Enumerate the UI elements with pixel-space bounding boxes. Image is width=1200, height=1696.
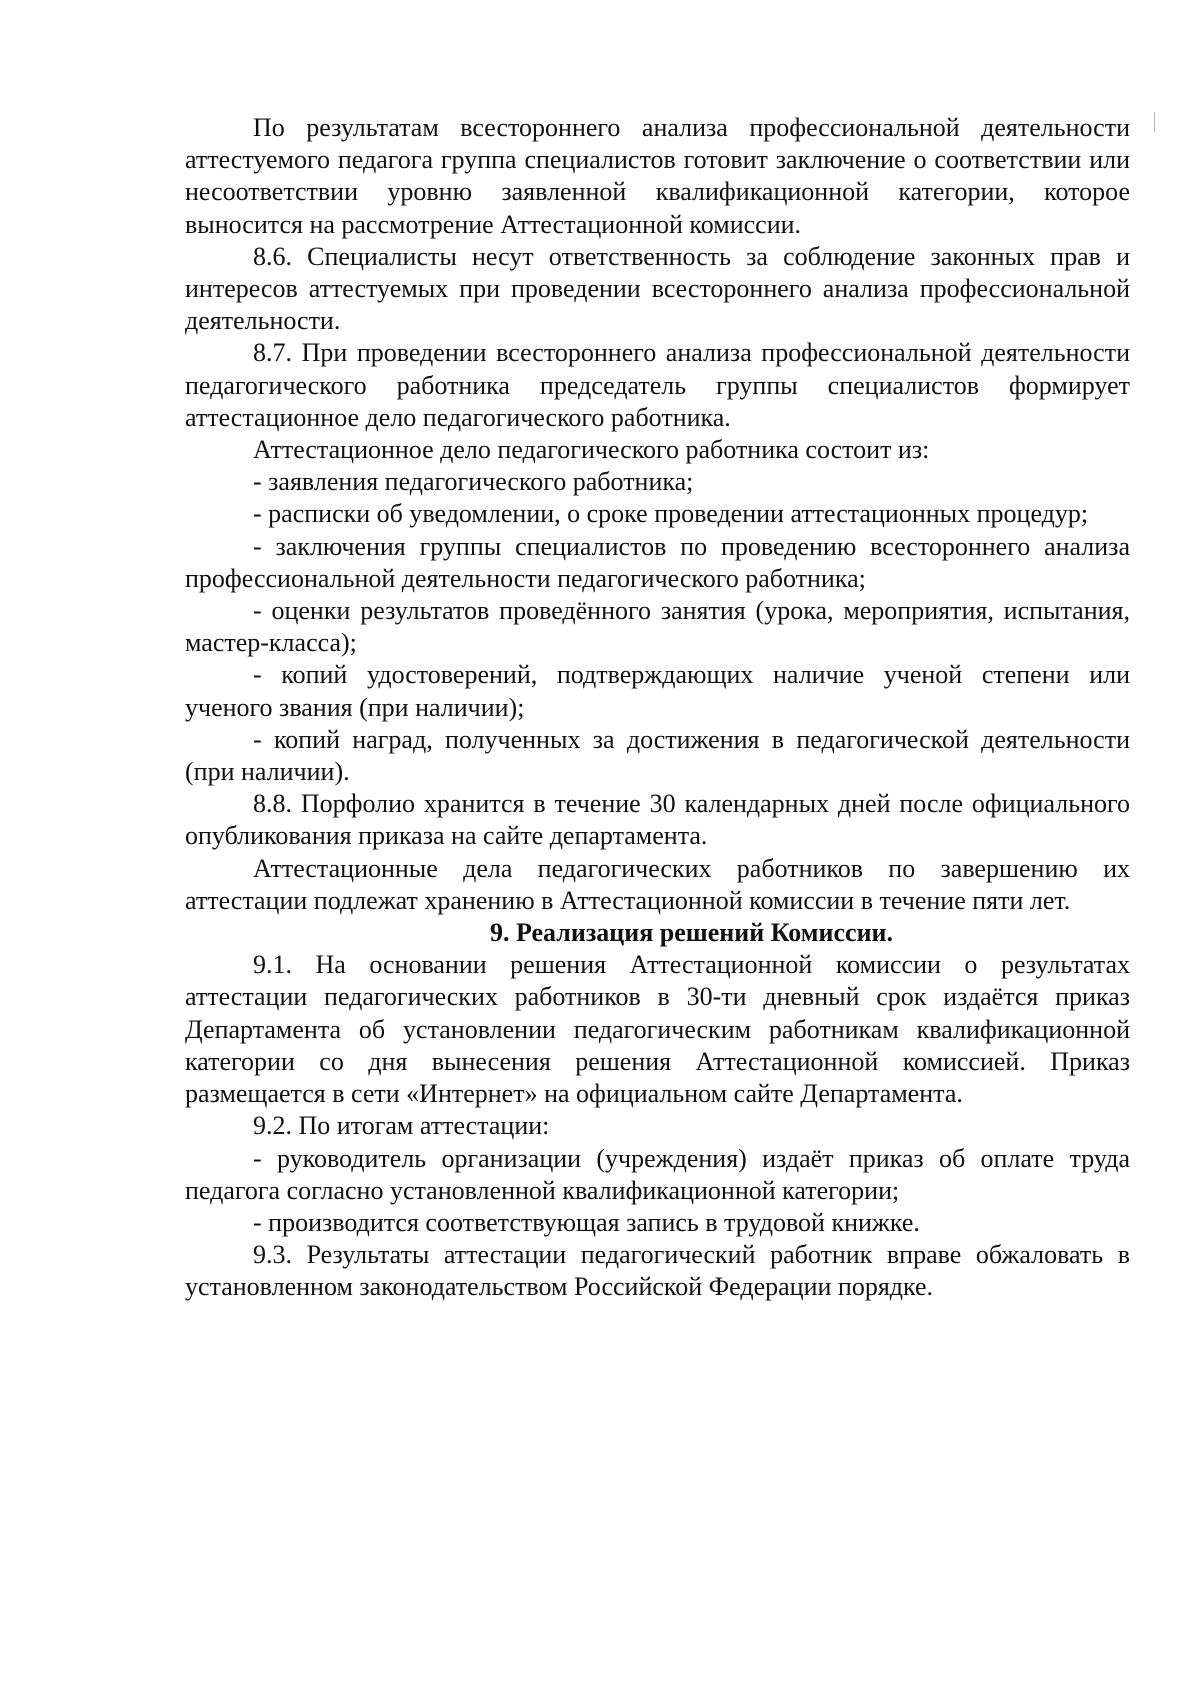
scan-edge-mark [1154,112,1155,132]
list-item-workbook-entry: - производится соответствующая запись в трудовой книжке. [253,1207,920,1237]
section-heading: 9. Реализация решений Комиссии. [489,918,894,948]
paragraph-8-6: 8.6. Специалисты несут ответственность за соблюдение законных прав и интересов аттестуемых при проведении всестороннего анализа профессиональной деятельности. [185,241,1130,336]
paragraph-expert-conclusion: По результатам всестороннего анализа профессиональной деятельности аттестуемого педагога группа специалистов готовит заключение о соответствии или несоответствии уровню заявленной квалификационной категории, которое выносится на рассмотрение Аттестационной комиссии. [185,113,1130,239]
list-item-application: - заявления педагогического работника; [253,467,694,497]
paragraph-9-1: 9.1. На основании решения Аттестационной комиссии о результатах аттестации педагогических работников в 30-ти дневный срок издаётся приказ Департамента об установлении педагогическим работникам квалификационной категории со дня вынесения решения Аттестационной комиссией. Приказ размещается в сети «Интернет» на официальном сайте Департамента. [185,950,1130,1109]
paragraph-case-contents: Аттестационное дело педагогического работника состоит из: [253,435,930,465]
list-item-pay-order: - руководитель организации (учреждения) издаёт приказ об оплате труда педагога согласно установленной квалификационной категории; [185,1143,1130,1205]
list-item-award-copies: - копий наград, полученных за достижения в педагогической деятельности (при наличии). [185,724,1130,787]
list-item-expert-conclusion: - заключения группы специалистов по проведению всестороннего анализа профессиональной деятельности педагогического работника; [185,531,1130,593]
list-item-receipt: - расписки об уведомлении, о сроке проведении аттестационных процедур; [253,499,1089,529]
paragraph-case-storage: Аттестационные дела педагогических работников по завершению их аттестации подлежат хранению в Аттестационной комиссии в течение пяти лет. [185,853,1130,915]
document-body [185,112,1130,1304]
paragraph-9-3: 9.3. Результаты аттестации педагогический работник вправе обжаловать в установленном законодательством Российской Федерации порядке. [185,1240,1130,1302]
list-item-lesson-evaluation: - оценки результатов проведённого занятия (урока, мероприятия, испытания, мастер-класса); [185,596,1130,658]
paragraph-8-8: 8.8. Порфолио хранится в течение 30 календарных дней после официального опубликования приказа на сайте департамента. [185,789,1130,851]
paragraph-9-2: 9.2. По итогам аттестации: [253,1111,550,1141]
paragraph-8-7: 8.7. При проведении всестороннего анализа профессиональной деятельности педагогического работника председатель группы специалистов формирует аттестационное дело педагогического работника. [185,338,1130,432]
list-item-degree-copies: - копий удостоверений, подтверждающих наличие ученой степени или ученого звания (при наличии); [185,660,1130,722]
